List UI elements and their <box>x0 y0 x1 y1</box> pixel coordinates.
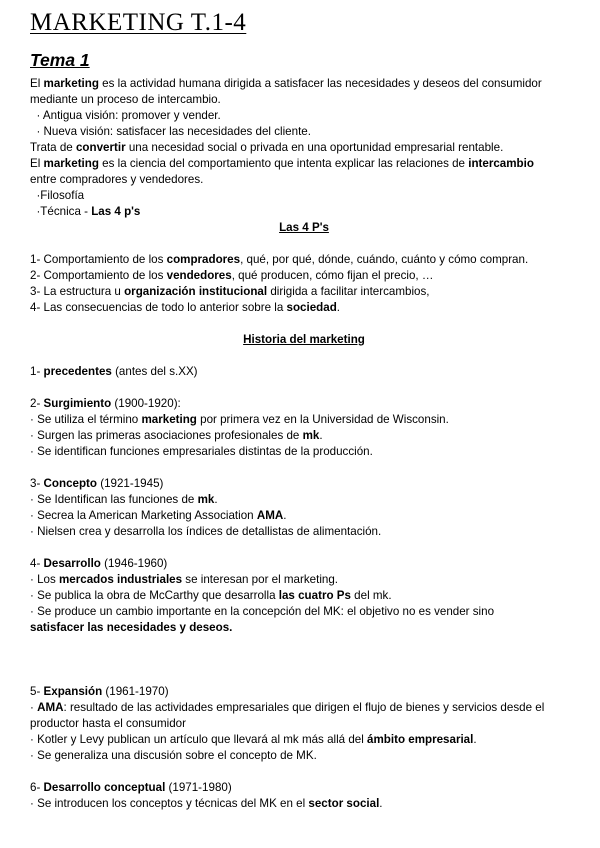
text-run: ·Filosofía <box>30 189 85 202</box>
section-title-tema-1: Tema 1 <box>30 50 90 70</box>
text-run: · Antigua visión: promover y vender. <box>30 109 221 122</box>
text-run: es la actividad humana dirigida a satisfacer las necesidades y deseos del consumidor <box>98 77 542 90</box>
text-run: 1- <box>30 365 44 378</box>
text-run: El <box>30 77 44 90</box>
text-line <box>30 524 381 540</box>
bold-term: intercambio <box>468 157 534 170</box>
bold-term: satisfacer las necesidades y deseos. <box>30 621 233 634</box>
text-run: . <box>379 797 383 810</box>
text-run: 5- <box>30 685 44 698</box>
text-run: (1900-1920): <box>111 397 181 410</box>
bold-term: compradores <box>166 253 241 266</box>
text-run: , qué producen, cómo fijan el precio, … <box>231 269 434 282</box>
bold-term: vendedores <box>166 269 232 282</box>
text-line <box>30 140 503 156</box>
bold-term: Concepto <box>43 477 97 490</box>
text-line <box>30 492 218 508</box>
document-title: MARKETING T.1-4 <box>30 9 247 36</box>
text-run: dirigida a facilitar intercambios, <box>267 285 430 298</box>
text-run: · <box>30 701 38 714</box>
bold-term: Desarrollo conceptual <box>43 781 166 794</box>
bold-term: sector social <box>308 797 380 810</box>
text-line <box>30 604 494 620</box>
text-line <box>30 300 340 316</box>
bold-term: AMA <box>256 509 284 522</box>
text-line <box>30 476 163 492</box>
text-run: · Secrea la American Marketing Association <box>30 509 257 522</box>
bold-term: Las 4 p's <box>91 205 141 218</box>
text-line <box>30 732 477 748</box>
text-line <box>30 76 542 92</box>
text-run: . <box>214 493 218 506</box>
text-run: · Se generaliza una discusión sobre el concepto de MK. <box>30 749 317 762</box>
bold-term: precedentes <box>43 365 112 378</box>
text-run: una necesidad social o privada en una oportunidad empresarial rentable. <box>125 141 504 154</box>
text-line <box>30 748 317 764</box>
bold-term: ámbito empresarial <box>367 733 474 746</box>
text-run: · Se utiliza el término <box>30 413 142 426</box>
text-line <box>30 156 534 172</box>
bold-term: marketing <box>43 157 99 170</box>
text-line <box>30 412 449 428</box>
text-run: por primera vez en la Universidad de Wisconsin. <box>196 413 449 426</box>
text-run: entre compradores y vendedores. <box>30 173 204 186</box>
text-run: · Se identifican funciones empresariales distintas de la producción. <box>30 445 373 458</box>
text-run: mediante un proceso de intercambio. <box>30 93 221 106</box>
text-line <box>30 428 323 444</box>
text-run: es la ciencia del comportamiento que intenta explicar las relaciones de <box>98 157 469 170</box>
text-run: . <box>336 301 341 314</box>
bold-term: marketing <box>43 77 99 90</box>
text-run: , qué, por qué, dónde, cuándo, cuánto y cómo compran. <box>240 253 529 266</box>
text-run: · Se produce un cambio importante en la concepción del MK: el objetivo no es vender sino <box>30 605 495 618</box>
text-run: (1921-1945) <box>97 477 164 490</box>
bold-term: las cuatro Ps <box>278 589 351 602</box>
text-run: 4- Las consecuencias de todo lo anterior sobre la <box>30 301 287 314</box>
text-run: . <box>473 733 477 746</box>
text-line <box>30 172 203 188</box>
text-line <box>30 268 433 284</box>
text-line <box>30 620 232 636</box>
text-line <box>30 556 167 572</box>
bold-term: AMA <box>37 701 64 714</box>
text-line <box>30 780 232 796</box>
text-line <box>30 588 392 604</box>
bold-term: mk <box>302 429 320 442</box>
text-run: · Surgen las primeras asociaciones profesionales de <box>30 429 303 442</box>
text-run: ·Técnica - <box>30 205 92 218</box>
text-run: · Se Identifican las funciones de <box>30 493 198 506</box>
text-run: 6- <box>30 781 44 794</box>
bold-term: Surgimiento <box>43 397 112 410</box>
text-line <box>30 444 373 460</box>
section-heading: Las 4 P's <box>279 221 329 234</box>
text-run: (antes del s.XX) <box>111 365 198 378</box>
text-line <box>30 700 544 716</box>
text-line <box>30 108 221 124</box>
text-run: del mk. <box>350 589 392 602</box>
text-run: 3- <box>30 477 44 490</box>
bold-term: mk <box>197 493 215 506</box>
text-run: 1- Comportamiento de los <box>30 253 167 266</box>
text-run: se interesan por el marketing. <box>182 573 339 586</box>
text-line <box>30 92 221 108</box>
bold-term: organización institucional <box>124 285 268 298</box>
text-run: productor hasta el consumidor <box>30 717 186 730</box>
text-line <box>30 796 383 812</box>
text-run: : resultado de las actividades empresariales que dirigen el flujo de bienes y servicios desde el <box>63 701 545 714</box>
text-run: El <box>30 157 44 170</box>
text-line <box>30 508 286 524</box>
text-run: · Kotler y Levy publican un artículo que llevará al mk más allá del <box>30 733 368 746</box>
text-run: 4- <box>30 557 44 570</box>
text-line <box>30 124 311 140</box>
text-line <box>30 188 84 204</box>
bold-term: Desarrollo <box>43 557 101 570</box>
text-line <box>30 684 169 700</box>
bold-term: mercados industriales <box>59 573 183 586</box>
text-line <box>30 204 140 220</box>
bold-term: sociedad <box>286 301 337 314</box>
text-run: · Nielsen crea y desarrolla los índices de detallistas de alimentación. <box>30 525 382 538</box>
text-run: · Los <box>30 573 59 586</box>
text-line <box>30 396 181 412</box>
section-heading: Historia del marketing <box>243 333 365 346</box>
text-line <box>30 252 528 268</box>
text-run: . <box>319 429 323 442</box>
bold-term: convertir <box>75 141 126 154</box>
text-line <box>30 716 186 732</box>
text-line <box>30 572 338 588</box>
text-line <box>30 284 430 300</box>
text-run: 3- La estructura u <box>30 285 125 298</box>
bold-term: marketing <box>141 413 197 426</box>
text-run: (1971-1980) <box>165 781 232 794</box>
text-run: Trata de <box>30 141 76 154</box>
text-run: 2- <box>30 397 44 410</box>
text-run: (1946-1960) <box>100 557 168 570</box>
text-run: · Se publica la obra de McCarthy que desarrolla <box>30 589 279 602</box>
text-run: · Nueva visión: satisfacer las necesidades del cliente. <box>30 125 311 138</box>
text-run: · Se introducen los conceptos y técnicas del MK en el <box>30 797 309 810</box>
text-run: (1961-1970) <box>102 685 169 698</box>
text-line <box>30 364 198 380</box>
text-run: 2- Comportamiento de los <box>30 269 167 282</box>
text-run: . <box>283 509 287 522</box>
bold-term: Expansión <box>43 685 103 698</box>
